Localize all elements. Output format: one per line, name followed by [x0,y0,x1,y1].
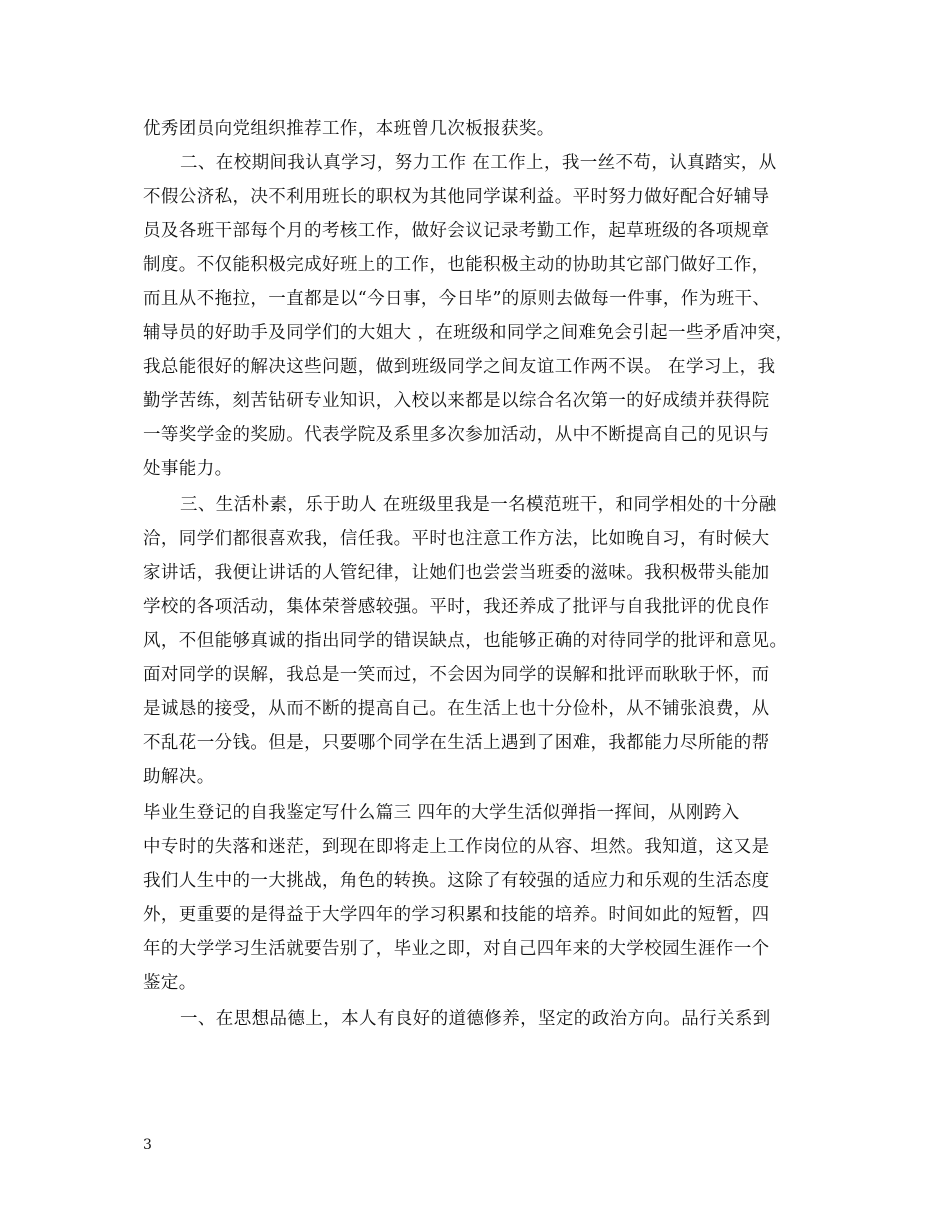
text-line: 辅导员的好助手及同学们的大姐大 ，在班级和同学之间难免会引起一些矛盾冲突， [143,323,794,343]
text-line: 学校的各项活动，集体荣誉感较强。平时，我还养成了批评与自我批评的优良作 [143,597,770,617]
text-line: 员及各班干部每个月的考核工作，做好会议记录考勤工作，起草班级的各项规章 [143,221,770,241]
text-line: 而且从不拖拉，一直都是以“今日事，今日毕”的原则去做每一件事，作为班干、 [143,289,771,309]
text-line: 不乱花一分钱。但是，只要哪个同学在生活上遇到了困难，我都能力尽所能的帮 [143,733,770,753]
text-line: 我总能很好的解决这些问题，做到班级同学之间友谊工作两不误。 在学习上，我 [143,357,776,377]
text-line: 一等奖学金的奖励。代表学院及系里多次参加活动，从中不断提高自己的见识与 [143,425,770,445]
text-line: 面对同学的误解，我总是一笑而过，不会因为同学的误解和批评而耿耿于怀，而 [143,665,770,685]
text-line: 勤学苦练，刻苦钻研专业知识，入校以来都是以综合名次第一的好成绩并获得院 [143,391,770,411]
text-line: 不假公济私，决不利用班长的职权为其他同学谋利益。平时努力做好配合好辅导 [143,187,770,207]
text-line: 处事能力。 [143,459,233,479]
paragraph-heading-line: 三、生活朴素，乐于助人 在班级里我是一名模范班干，和同学相处的十分融 [180,495,777,515]
text-line: 鉴定。 [143,973,197,993]
text-line: 洽，同学们都很喜欢我，信任我。平时也注意工作方法，比如晚自习，有时候大 [143,529,770,549]
text-line: 中专时的失落和迷茫，到现在即将走上工作岗位的从容、坦然。我知道，这又是 [143,837,770,857]
text-line: 优秀团员向党组织推荐工作，本班曾几次板报获奖。 [143,119,555,139]
text-line: 家讲话，我便让讲话的人管纪律，让她们也尝尝当班委的滋味。我积极带头能加 [143,563,770,583]
paragraph-heading-line: 二、在校期间我认真学习，努力工作 在工作上，我一丝不苟，认真踏实，从 [180,153,777,173]
section-heading-line: 毕业生登记的自我鉴定写什么篇三 四年的大学生活似弹指一挥间，从刚跨入 [143,803,740,823]
page-number: 3 [143,1137,152,1153]
text-line: 外，更重要的是得益于大学四年的学习积累和技能的培养。时间如此的短暂，四 [143,905,770,925]
text-line: 我们人生中的一大挑战，角色的转换。这除了有较强的适应力和乐观的生活态度 [143,871,770,891]
text-line: 是诚恳的接受，从而不断的提高自己。在生活上也十分俭朴，从不铺张浪费，从 [143,699,770,719]
paragraph-heading-line: 一、在思想品德上，本人有良好的道德修养，坚定的政治方向。品行关系到 [180,1009,771,1029]
text-line: 年的大学学习生活就要告别了，毕业之即，对自己四年来的大学校园生涯作一个 [143,939,770,959]
text-line: 助解决。 [143,767,215,787]
text-line: 风，不但能够真诚的指出同学的错误缺点，也能够正确的对待同学的批评和意见。 [143,631,788,651]
text-line: 制度。不仅能积极完成好班上的工作，也能积极主动的协助其它部门做好工作， [143,255,770,275]
